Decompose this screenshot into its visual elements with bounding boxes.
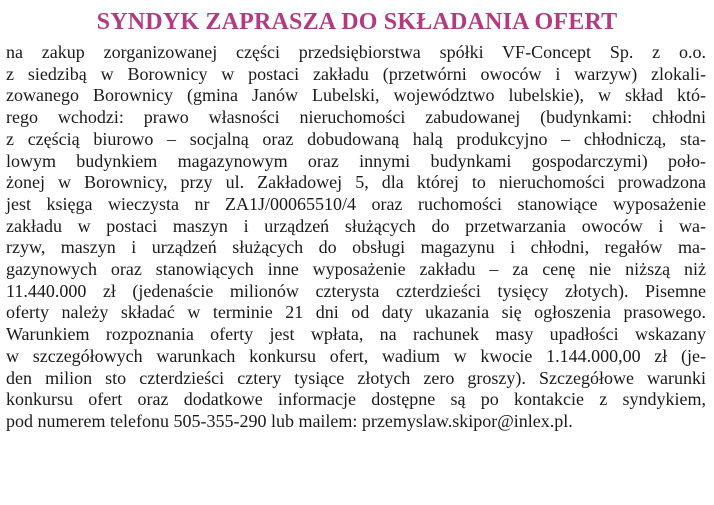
body-line: lowym budynkiem magazynowym oraz innymi budynkami gospodarczymi) poło-: [6, 150, 706, 171]
body-line: den milion sto czterdzieści cztery tysiące złotych zero groszy). Szczegółowe warunki: [6, 367, 706, 388]
body-line: gazynowych oraz stanowiących inne wyposażenie zakładu – za cenę nie niższą niż: [6, 259, 706, 280]
body-line: w szczegółowych warunkach konkursu ofert, wadium w kwocie 1.144.000,00 zł (je-: [6, 345, 706, 366]
body-line: zowanego Borownicy (gmina Janów Lubelski, województwo lubelskie), w skład któ-: [6, 85, 706, 106]
body-line: jest księga wieczysta nr ZA1J/00065510/4 oraz ruchomości stanowiące wyposażenie: [6, 193, 706, 214]
body-line: oferty należy składać w terminie 21 dni od daty ukazania się ogłoszenia prasowego.: [6, 302, 706, 323]
body-line: 11.440.000 zł (jedenaście milionów czterysta czterdzieści tysięcy złotych). Pisemne: [6, 280, 706, 301]
body-line: na zakup zorganizowanej części przedsiębiorstwa spółki VF-Concept Sp. z o.o.: [6, 42, 706, 62]
body-line: żonej w Borownicy, przy ul. Zakładowej 5, dla której to nieruchomości prowadzona: [6, 172, 706, 193]
body-line: konkursu ofert oraz dodatkowe informacje dostępne są po kontakcie z syndykiem,: [6, 389, 706, 410]
body-line: rego wchodzi: prawo własności nieruchomości zabudowanej (budynkami: chłodni: [6, 107, 706, 128]
body-line: rzyw, maszyn i urządzeń służących do obsługi magazynu i chłodni, regałów ma-: [6, 237, 706, 258]
notice-body: [6, 42, 706, 433]
notice-title: SYNDYK ZAPRASZA DO SKŁADANIA OFERT: [96, 9, 618, 35]
body-line-last: pod numerem telefonu 505-355-290 lub mailem: przemyslaw.skipor@inlex.pl.: [6, 410, 573, 431]
body-line: Warunkiem rozpoznania oferty jest wpłata, na rachunek masy upadłości wskazany: [6, 324, 706, 345]
body-line: z siedzibą w Borownicy w postaci zakładu (przetwórni owoców i warzyw) zlokali-: [6, 63, 706, 84]
body-line: z częścią biurowo – socjalną oraz dobudowaną halą produkcyjno – chłodniczą, sta-: [6, 128, 706, 149]
body-line: zakładu w postaci maszyn i urządzeń służących do przetwarzania owoców i wa-: [6, 215, 706, 236]
